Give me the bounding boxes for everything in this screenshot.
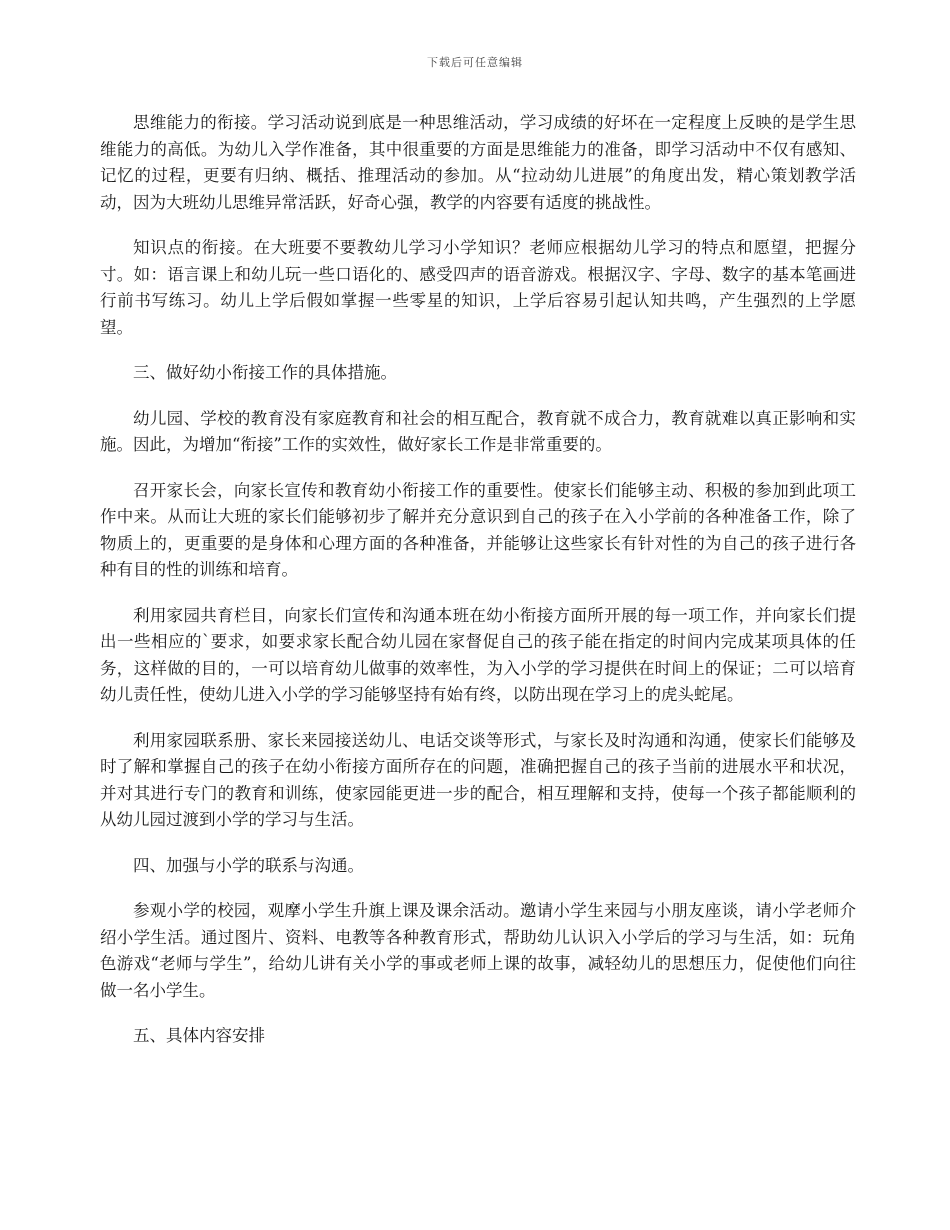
paragraph-home-school-column: 利用家园共育栏目，向家长们宣传和沟通本班在幼小衔接方面所开展的每一项工作，并向家长们提出一些相应的`要求，如要求家长配合幼儿园在家督促自己的孩子能在指定的时间内完成某项具体的任务，这样做的目的，一可以培育幼儿做事的效率性，为入小学的学习提供在时间上的保证；二可以培育幼儿责任性，使幼儿进入小学的学习能够坚持有始有终，以防出现在学习上的虎头蛇尾。 [100,605,856,704]
paragraph-family-cooperation: 幼儿园、学校的教育没有家庭教育和社会的相互配合，教育就不成合力，教育就难以真正影响和实施。因此，为增加“衔接”工作的实效性，做好家长工作是非常重要的。 [100,408,856,454]
paragraph-thinking-ability: 思维能力的衔接。学习活动说到底是一种思维活动，学习成绩的好坏在一定程度上反映的是学生思维能力的高低。为幼儿入学作准备，其中很重要的方面是思维能力的准备，即学习活动中不仅有感知、记忆的过程，更要有归纳、概括、推理活动的参加。从“拉动幼儿进展”的角度出发，精心策划教学活动，因为大班幼儿思维异常活跃，好奇心强，教学的内容要有适度的挑战性。 [100,113,856,212]
section-heading-4: 四、加强与小学的联系与沟通。 [133,855,364,875]
paragraph-school-visit: 参观小学的校园，观摩小学生升旗上课及课余活动。邀请小学生来园与小朋友座谈，请小学老师介绍小学生活。通过图片、资料、电教等各种教育形式，帮助幼儿认识入小学后的学习与生活，如：玩角色游戏“老师与学生”，给幼儿讲有关小学的事或老师上课的故事，减轻幼儿的思想压力，促使他们向往做一名小学生。 [100,901,856,1000]
section-heading-3: 三、做好幼小衔接工作的具体措施。 [133,363,397,382]
paragraph-knowledge-points: 知识点的衔接。在大班要不要教幼儿学习小学知识？老师应根据幼儿学习的特点和愿望，把握分寸。如：语言课上和幼儿玩一些口语化的、感受四声的语音游戏。根据汉字、字母、数字的基本笔画进行前书写练习。幼儿上学后假如掌握一些零星的知识，上学后容易引起认知共鸣，产生强烈的上学愿望。 [100,238,856,337]
page-header: 下载后可任意编辑 [427,56,523,69]
paragraph-contact-booklet: 利用家园联系册、家长来园接送幼儿、电话交谈等形式，与家长及时沟通和沟通，使家长们能够及时了解和掌握自己的孩子在幼小衔接方面所存在的问题，准确把握自己的孩子当前的进展水平和状况，并对其进行专门的教育和训练，使家园能更进一步的配合，相互理解和支持，使每一个孩子都能顺利的从幼儿园过渡到小学的学习与生活。 [100,730,856,829]
paragraph-parent-meeting: 召开家长会，向家长宣传和教育幼小衔接工作的重要性。使家长们能够主动、积极的参加到此项工作中来。从而让大班的家长们能够初步了解并充分意识到自己的孩子在入小学前的各种准备工作，除了物质上的，更重要的是身体和心理方面的各种准备，并能够让这些家长有针对性的为自己的孩子进行各种有目的性的训练和培育。 [100,480,856,579]
section-heading-5: 五、具体内容安排 [133,1026,265,1045]
document-body [100,110,856,1069]
